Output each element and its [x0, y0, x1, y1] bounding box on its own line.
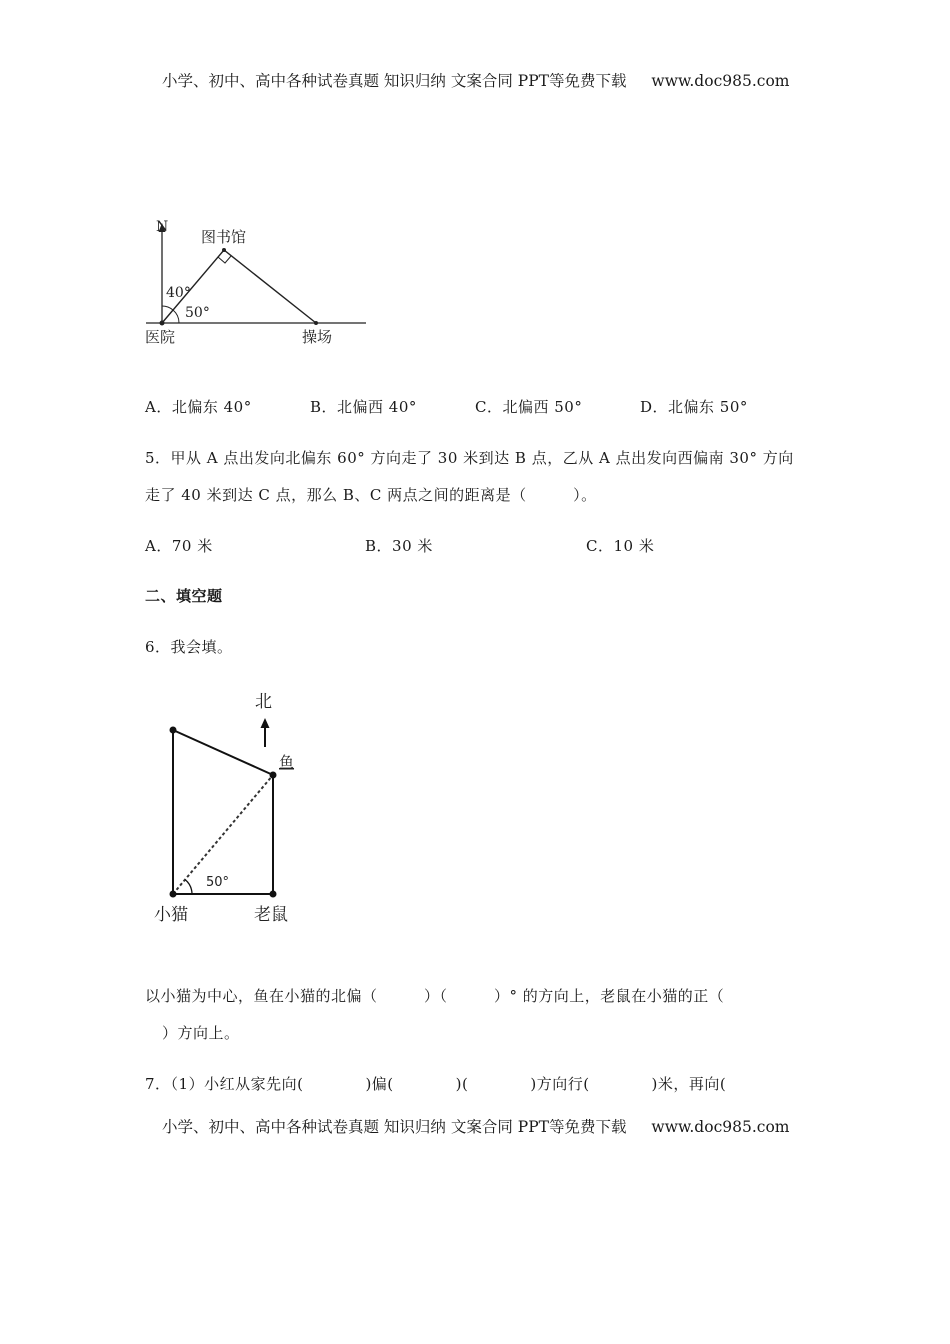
header-text: 小学、初中、高中各种试卷真题 知识归纳 文案合同 PPT等免费下载 — [162, 72, 627, 90]
angle-label-50-cat: 50° — [206, 875, 230, 890]
north-arrowhead-2 — [261, 718, 270, 728]
right-angle-mark — [218, 256, 231, 263]
angle-arc-40 — [162, 306, 173, 310]
hospital-point — [160, 321, 165, 326]
top-edge — [173, 730, 273, 775]
q5-option-c: C．10 米 — [586, 537, 655, 555]
angle-arc-50 — [173, 310, 179, 323]
library-point — [222, 248, 226, 252]
q4-option-c: C．北偏西 50° — [475, 398, 583, 416]
q6-line-2: ）方向上。 — [162, 1024, 240, 1042]
cat-point — [170, 891, 177, 898]
q4-option-d: D．北偏东 50° — [640, 398, 748, 416]
fish-label: 鱼 — [279, 753, 295, 771]
q5-line-2: 走了 40 米到达 C 点，那么 B、C 两点之间的距离是（ ）。 — [145, 486, 597, 504]
figure-direction-cat — [150, 685, 310, 930]
cat-label: 小猫 — [154, 905, 188, 925]
angle-label-40: 40° — [166, 285, 191, 301]
north-label: N — [156, 219, 169, 235]
top-left-point — [170, 727, 177, 734]
footer-text: 小学、初中、高中各种试卷真题 知识归纳 文案合同 PPT等免费下载 — [162, 1118, 627, 1136]
q5-option-b: B．30 米 — [365, 537, 433, 555]
playground-point — [314, 321, 318, 325]
mouse-label: 老鼠 — [254, 905, 288, 925]
north-label-2: 北 — [255, 692, 272, 712]
q4-option-b: B．北偏西 40° — [310, 398, 417, 416]
q6-title: 6．我会填。 — [145, 638, 233, 656]
q7-line-1: 7．（1）小红从家先向( )偏( )( )方向行( )米，再向( — [145, 1075, 727, 1093]
playground-label: 操场 — [302, 328, 333, 346]
angle-arc-50-cat — [185, 880, 192, 895]
q5-line-1: 5．甲从 A 点出发向北偏东 60° 方向走了 30 米到达 B 点，乙从 A 点出发向西偏南 30° 方向 — [145, 449, 794, 467]
q6-line-1: 以小猫为中心，鱼在小猫的北偏（ ）（ ）° 的方向上，老鼠在小猫的正（ — [145, 987, 725, 1005]
library-playground-line — [224, 250, 316, 323]
hospital-label: 医院 — [145, 328, 176, 346]
q5-option-a: A．70 米 — [145, 537, 213, 555]
section-title-fill-in: 二、填空题 — [145, 587, 223, 605]
page-header — [162, 69, 789, 91]
mouse-point — [270, 891, 277, 898]
angle-label-50: 50° — [185, 305, 210, 321]
header-url: www.doc985.com — [651, 72, 790, 90]
figure-direction-library — [140, 210, 380, 350]
page-footer — [162, 1115, 789, 1137]
q4-option-a: A．北偏东 40° — [145, 398, 252, 416]
fish-point — [270, 772, 277, 779]
library-label: 图书馆 — [201, 228, 247, 246]
footer-url: www.doc985.com — [651, 1118, 790, 1136]
